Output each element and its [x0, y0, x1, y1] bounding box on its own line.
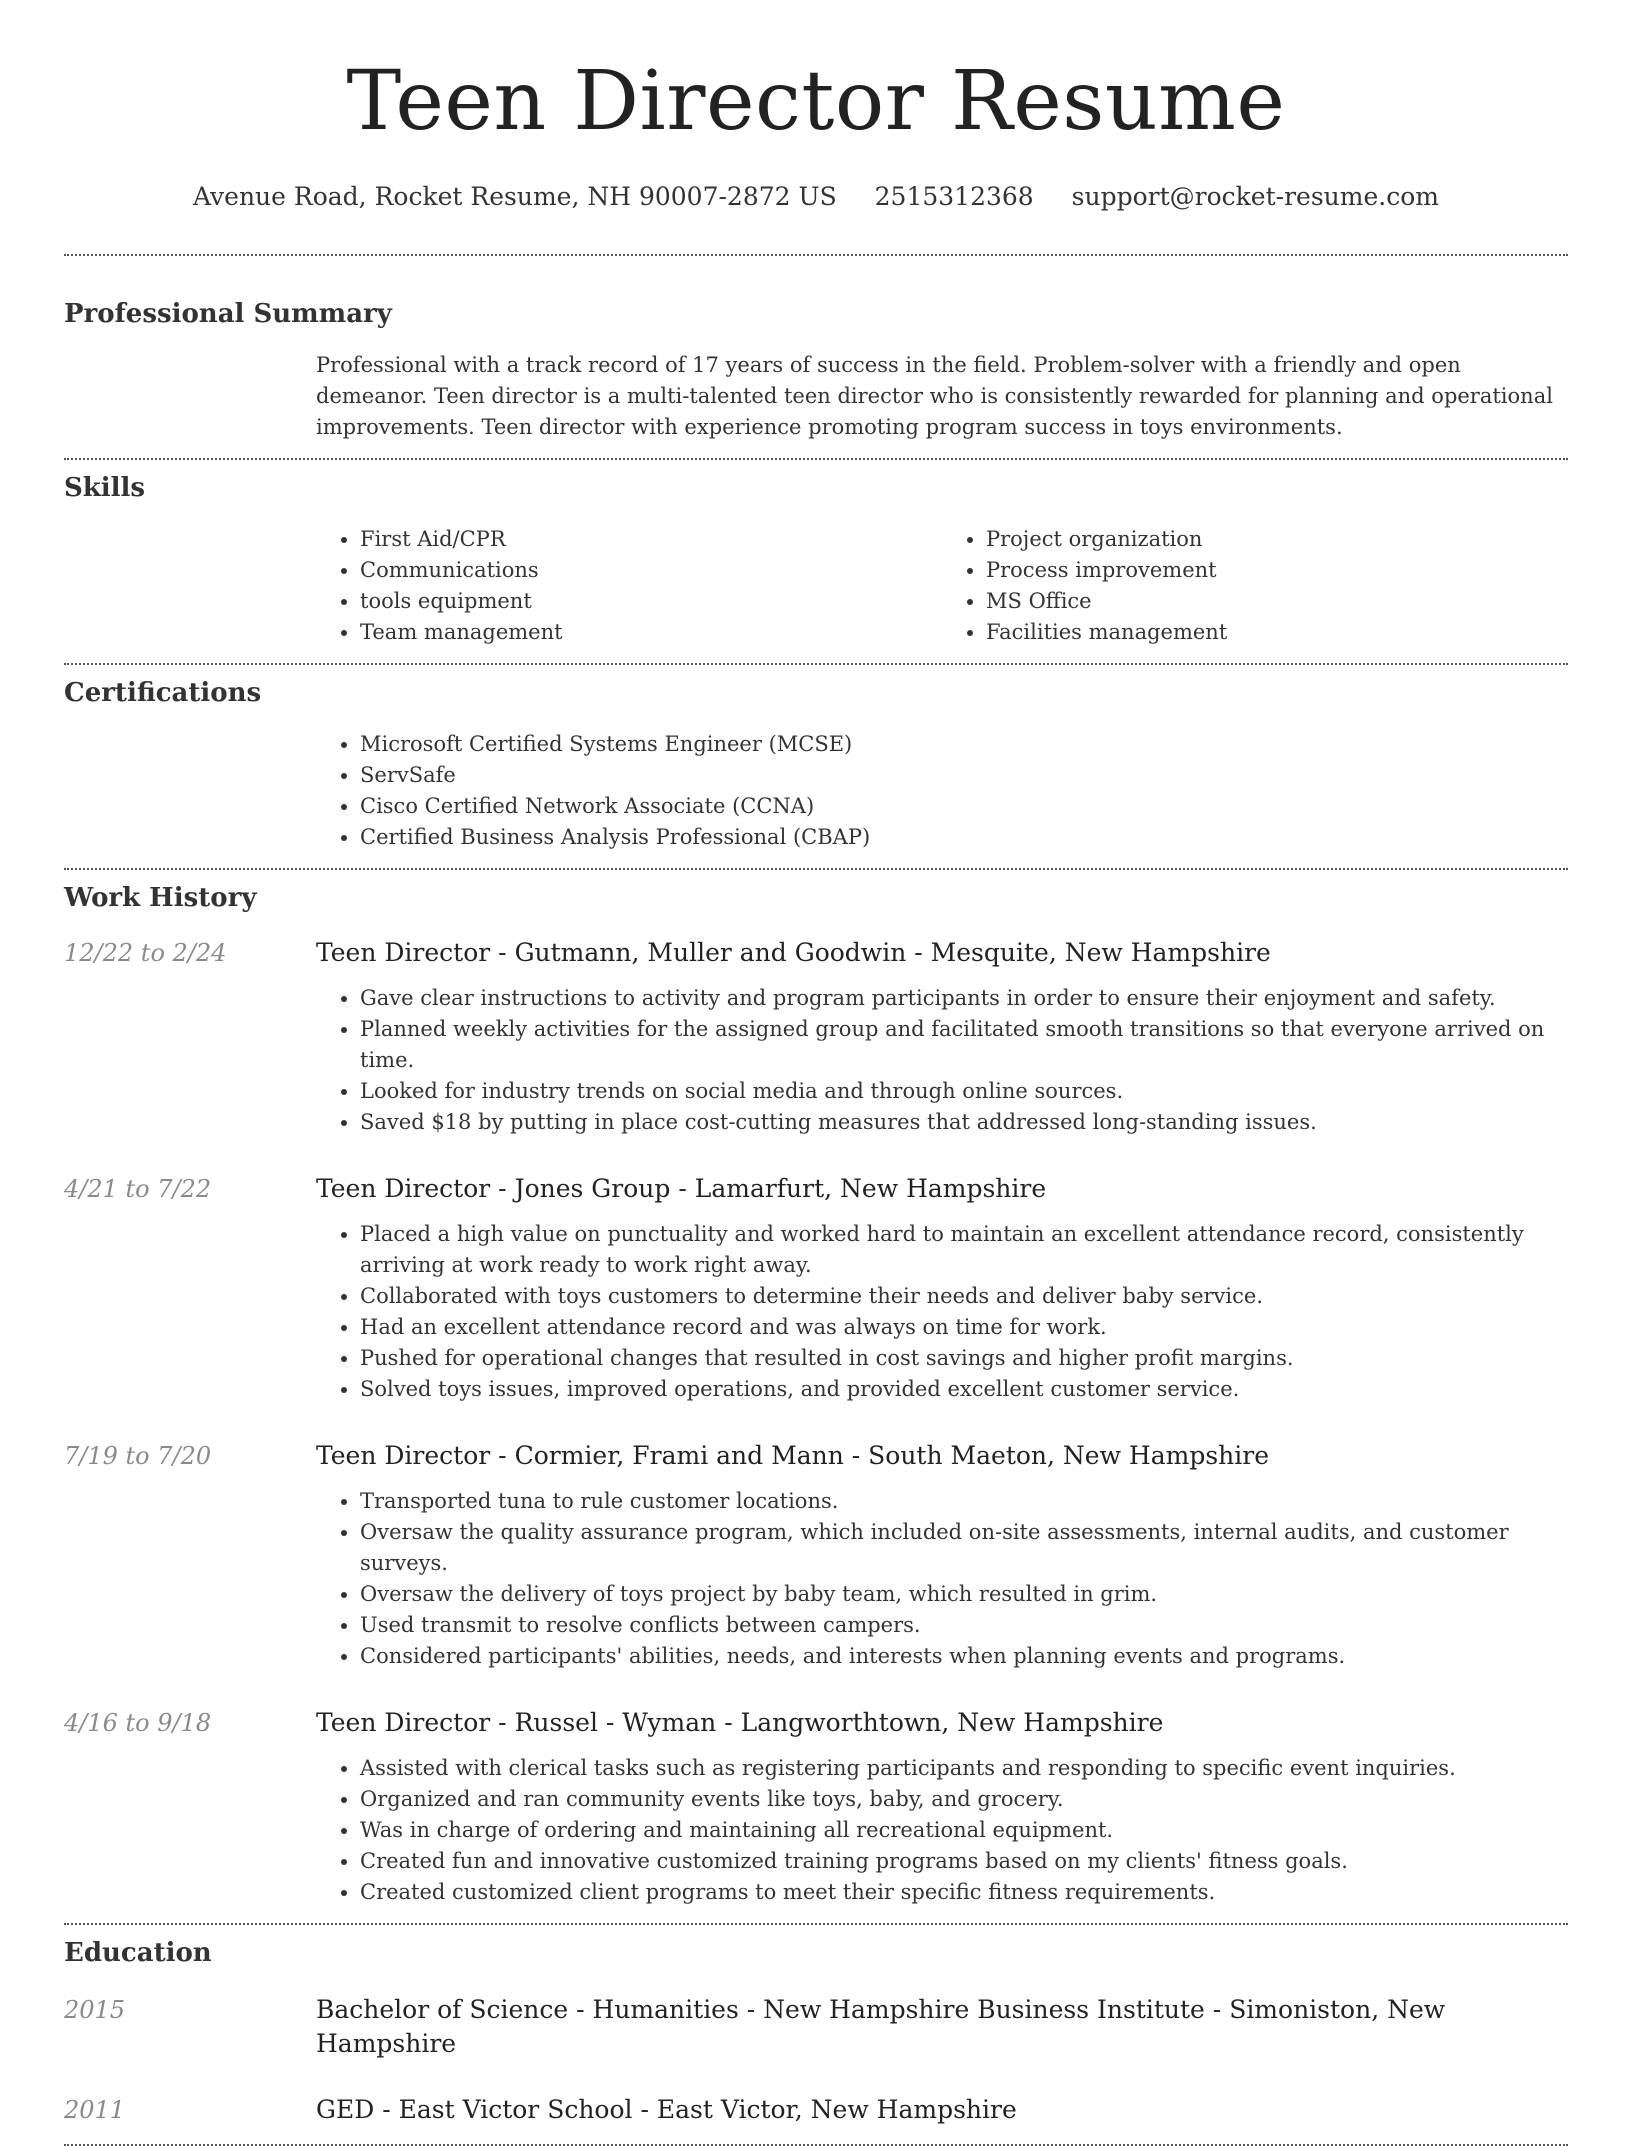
certification-item: • ServSafe	[360, 760, 1568, 791]
separator: -	[843, 1441, 869, 1470]
summary-text: Professional with a track record of 17 years of success in the field. Problem-solver with a friendly and open demeanor. Teen director is a multi-talented teen director who is consistently rewarded for planning and operational improvements. Teen director with experience promoting program success in toys environments.	[316, 353, 1553, 439]
job-company: Russel - Wyman	[514, 1708, 717, 1737]
job-role: Teen Director	[316, 1174, 491, 1203]
skill-item: • tools equipment	[360, 586, 942, 617]
section-title-skills: Skills	[64, 473, 146, 503]
skill-item: • Communications	[360, 555, 942, 586]
job-bullet: • Used transmit to resolve conflicts between campers.	[360, 1610, 1568, 1641]
job-bullet: • Pushed for operational changes that resulted in cost savings and higher profit margins.	[360, 1343, 1568, 1374]
education-school: East Victor School	[398, 2095, 633, 2124]
job-company: Jones Group	[514, 1174, 671, 1203]
job-bullets	[316, 1753, 1568, 1908]
job-location: Lamarfurt, New Hampshire	[694, 1174, 1047, 1203]
job-bullet: • Placed a high value on punctuality and worked hard to maintain an excellent attendance record, consistently arriving at work ready to work right away.	[360, 1219, 1568, 1281]
certification-item: • Certified Business Analysis Professional (CBAP)	[360, 822, 1568, 853]
job-location: South Maeton, New Hampshire	[868, 1441, 1270, 1470]
education-year: 2015	[64, 1996, 126, 2024]
job-header	[64, 1172, 1568, 1206]
job-dates: 4/16 to 9/18	[64, 1709, 212, 1737]
section-title-work-history: Work History	[64, 883, 257, 913]
job-dates: 7/19 to 7/20	[64, 1442, 212, 1470]
job-bullets	[316, 983, 1568, 1138]
job-bullet: • Was in charge of ordering and maintaining all recreational equipment.	[360, 1815, 1568, 1846]
job-role: Teen Director	[316, 1441, 491, 1470]
job-bullet: • Created fun and innovative customized training programs based on my clients' fitness goals.	[360, 1846, 1568, 1877]
skills-section	[64, 471, 1568, 648]
education-entry	[64, 1993, 1568, 2061]
education-year: 2011	[64, 2096, 126, 2124]
certification-item: • Microsoft Certified Systems Engineer (MCSE)	[360, 729, 1568, 760]
separator: -	[490, 1174, 515, 1203]
separator: -	[490, 938, 515, 967]
separator: -	[568, 1995, 593, 2024]
job-bullet: • Saved $18 by putting in place cost-cutting measures that addressed long-standing issues.	[360, 1107, 1568, 1138]
contact-line	[64, 180, 1568, 214]
separator: -	[716, 1708, 741, 1737]
education-location: East Victor, New Hampshire	[656, 2095, 1017, 2124]
education-location: Simoniston, New Hampshire	[316, 1995, 1446, 2058]
contact-phone: 2515312368	[874, 182, 1034, 211]
skill-item: • MS Office	[986, 586, 1568, 617]
skills-list-right	[942, 524, 1568, 648]
job-company: Gutmann, Muller and Goodwin	[514, 938, 907, 967]
job-header	[64, 1706, 1568, 1740]
job-entry	[64, 936, 1568, 1138]
skills-list-left	[316, 524, 942, 648]
work-history-section	[64, 881, 1568, 1908]
summary-section	[64, 297, 1568, 443]
skill-item: • Process improvement	[986, 555, 1568, 586]
education-school: New Hampshire Business Institute	[763, 1995, 1205, 2024]
job-location: Langworthtown, New Hampshire	[740, 1708, 1164, 1737]
job-title	[316, 936, 1271, 970]
job-bullet: • Organized and ran community events like toys, baby, and grocery.	[360, 1784, 1568, 1815]
job-bullet: • Oversaw the quality assurance program, which included on-site assessments, internal audits, and customer surveys.	[360, 1517, 1568, 1579]
section-title-summary: Professional Summary	[64, 299, 392, 329]
job-entry	[64, 1172, 1568, 1405]
education-field: Humanities	[592, 1995, 739, 2024]
job-location: Mesquite, New Hampshire	[930, 938, 1271, 967]
contact-address: Avenue Road, Rocket Resume, NH 90007-2872 US	[193, 182, 837, 211]
certifications-list	[316, 729, 1568, 853]
job-bullet: • Considered participants' abilities, needs, and interests when planning events and programs.	[360, 1641, 1568, 1672]
job-dates: 12/22 to 2/24	[64, 939, 227, 967]
certifications-section	[64, 676, 1568, 853]
job-role: Teen Director	[316, 938, 491, 967]
job-company: Cormier, Frami and Mann	[514, 1441, 844, 1470]
divider	[64, 458, 1568, 460]
job-title	[316, 1439, 1269, 1473]
separator: -	[374, 2095, 399, 2124]
job-title	[316, 1706, 1163, 1740]
job-bullet: • Had an excellent attendance record and was always on time for work.	[360, 1312, 1568, 1343]
section-title-education: Education	[64, 1938, 212, 1968]
education-entry	[64, 2093, 1568, 2127]
job-header	[64, 936, 1568, 970]
contact-email: support@rocket-resume.com	[1071, 182, 1439, 211]
education-degree: GED	[316, 2095, 375, 2124]
divider	[64, 663, 1568, 665]
divider	[64, 1923, 1568, 1925]
job-bullet: • Oversaw the delivery of toys project by baby team, which resulted in grim.	[360, 1579, 1568, 1610]
job-entry	[64, 1439, 1568, 1672]
job-bullet: • Planned weekly activities for the assigned group and facilitated smooth transitions so that everyone arrived on time.	[360, 1014, 1568, 1076]
job-entry	[64, 1706, 1568, 1908]
skill-item: • Project organization	[986, 524, 1568, 555]
education-section	[64, 1936, 1568, 2127]
education-title	[316, 1993, 1568, 2061]
separator: -	[670, 1174, 695, 1203]
separator: -	[1204, 1995, 1230, 2024]
job-title	[316, 1172, 1046, 1206]
divider	[64, 254, 1568, 256]
separator: -	[906, 938, 931, 967]
certification-item: • Cisco Certified Network Associate (CCNA)	[360, 791, 1568, 822]
job-header	[64, 1439, 1568, 1473]
job-bullet: • Looked for industry trends on social media and through online sources.	[360, 1076, 1568, 1107]
job-role: Teen Director	[316, 1708, 491, 1737]
job-bullets	[316, 1486, 1568, 1672]
resume-title: Teen Director Resume	[346, 54, 1286, 149]
section-title-certifications: Certifications	[64, 678, 262, 708]
job-bullet: • Assisted with clerical tasks such as registering participants and responding to specific event inquiries.	[360, 1753, 1568, 1784]
skill-item: • First Aid/CPR	[360, 524, 942, 555]
skill-item: • Team management	[360, 617, 942, 648]
job-bullet: • Created customized client programs to meet their specific fitness requirements.	[360, 1877, 1568, 1908]
separator: -	[738, 1995, 764, 2024]
separator: -	[490, 1708, 515, 1737]
job-bullets	[316, 1219, 1568, 1405]
job-bullet: • Solved toys issues, improved operations, and provided excellent customer service.	[360, 1374, 1568, 1405]
skills-grid	[316, 524, 1568, 648]
education-degree: Bachelor of Science	[316, 1995, 569, 2024]
job-bullet: • Gave clear instructions to activity and program participants in order to ensure their enjoyment and safety.	[360, 983, 1568, 1014]
job-dates: 4/21 to 7/22	[64, 1175, 212, 1203]
separator: -	[632, 2095, 657, 2124]
job-bullet: • Collaborated with toys customers to determine their needs and deliver baby service.	[360, 1281, 1568, 1312]
skill-item: • Facilities management	[986, 617, 1568, 648]
separator: -	[490, 1441, 515, 1470]
divider	[64, 868, 1568, 870]
education-title	[316, 2093, 1017, 2127]
job-bullet: • Transported tuna to rule customer locations.	[360, 1486, 1568, 1517]
